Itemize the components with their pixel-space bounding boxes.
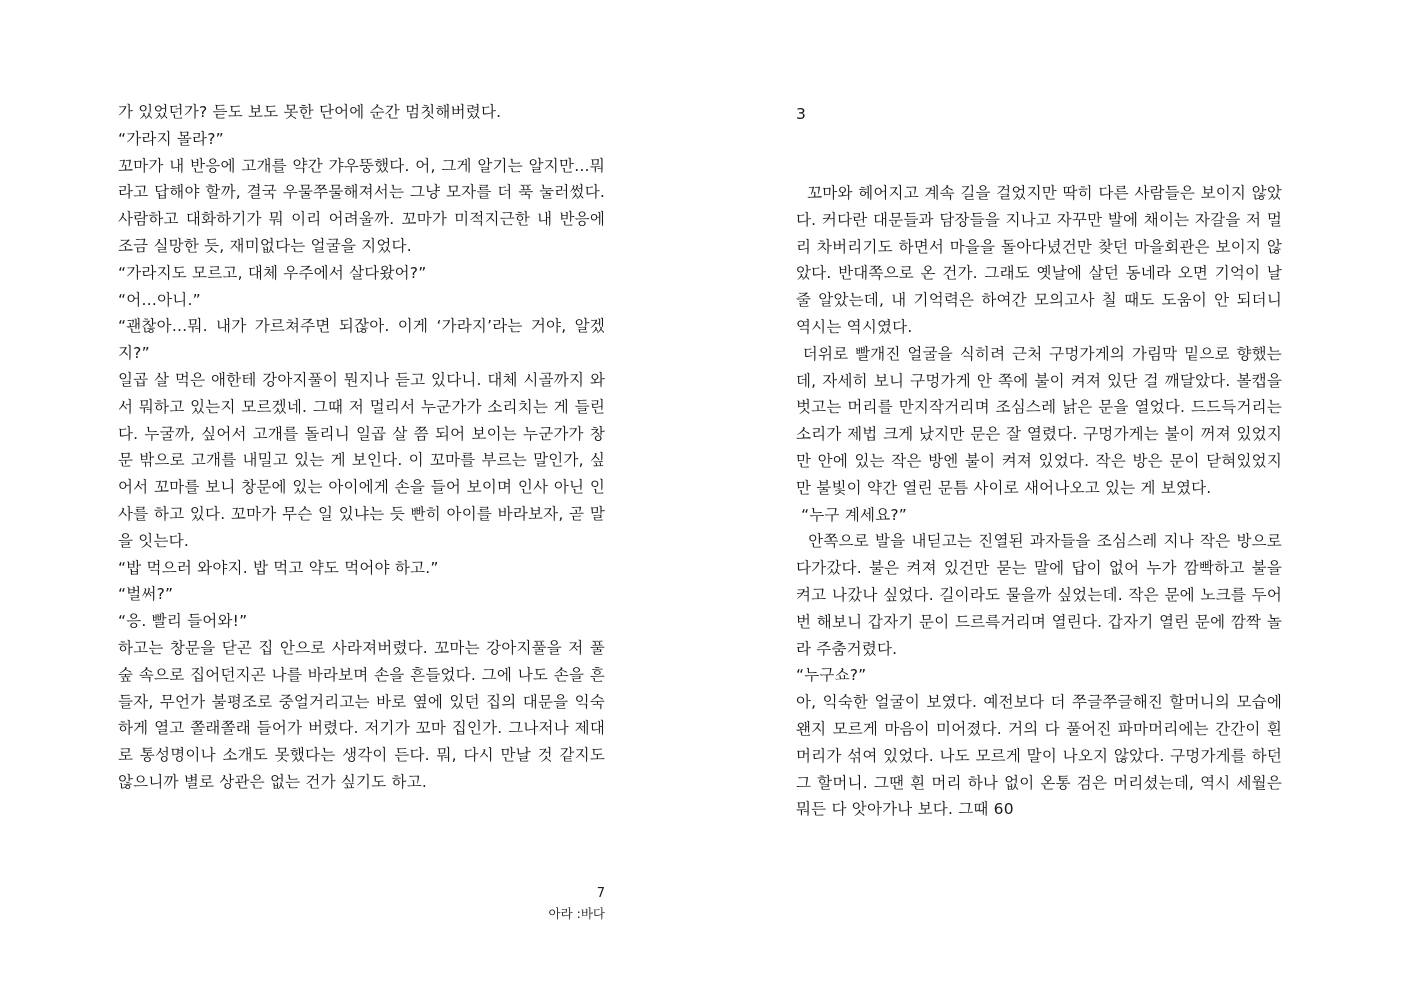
dialogue-line: “괜찮아…뭐. 내가 가르쳐주면 되잖아. 이게 ‘가라지’라는 거야, 알겠지?” xyxy=(118,317,605,363)
footer-caption: 아라 :바다 xyxy=(548,906,605,921)
dialogue-line: “밥 먹으러 와야지. 밥 먹고 약도 먹어야 하고.” xyxy=(118,558,439,577)
paragraph: 꼬마와 헤어지고 계속 길을 걸었지만 딱히 다른 사람들은 보이지 않았다. 커다란 대문들과 담장들을 지나고 자꾸만 발에 채이는 자갈을 저 멀리 차버리기도 하면서 마을을 돌아다녔건만 찾던 마을회관은 보이지 않았다. 반대쪽으로 온 건가. 그래도 옛날에 살던 동네라 오면 기억이 날 줄 알았는데, 내 기억력은 하여간 모의고사 칠 때도 도움이 안 되더니 역시는 역시였다. xyxy=(796,184,1288,336)
page-number: 7 xyxy=(596,886,605,901)
paragraph: 꼬마가 내 반응에 고개를 약간 갸우뚱했다. 어, 그게 알기는 알지만…뭐라고 답해야 할까, 결국 우물쭈물해져서는 그냥 모자를 더 푹 눌러썼다. 사람하고 대화하기가 뭐 이리 어려울까. 꼬마가 미적지근한 내 반응에 조금 실망한 듯, 재미없다는 얼굴을 지었다. xyxy=(118,156,605,255)
paragraph: 가 있었던가? 듣도 보도 못한 단어에 순간 멈칫해버렸다. xyxy=(118,103,502,121)
left-page-body xyxy=(118,99,605,796)
dialogue-line: “누구쇼?” xyxy=(796,666,867,685)
dialogue-line: “가라지도 모르고, 대체 우주에서 살다왔어?” xyxy=(118,263,427,282)
right-page-body xyxy=(796,180,1288,823)
dialogue-line: “응. 빨리 들어와!” xyxy=(118,612,248,631)
paragraph: 일곱 살 먹은 애한테 강아지풀이 뭔지나 듣고 있다니. 대체 시골까지 와서 뭐하고 있는지 모르겠네. 그때 저 멀리서 누군가가 소리치는 게 들린다. 누굴까, 싶어서 고개를 돌리니 일곱 살 쯤 되어 보이는 누군가가 창문 밖으로 고개를 내밀고 있는 게 보인다. 이 꼬마를 부르는 말인가, 싶어서 꼬마를 보니 창문에 있는 아이에게 손을 들어 보이며 인사 아닌 인사를 하고 있다. 꼬마가 무슨 일 있냐는 듯 빤히 아이를 바라보자, 곧 말을 잇는다. xyxy=(118,370,605,550)
dialogue-line: “벌써?” xyxy=(118,585,174,604)
paragraph: 안쪽으로 발을 내딛고는 진열된 과자들을 조심스레 지나 작은 방으로 다가갔다. 불은 켜져 있건만 묻는 말에 답이 없어 누가 깜빡하고 불을 켜고 나갔나 싶었다. 길이라도 물을까 싶었는데. 작은 문에 노크를 두어번 해보니 갑자기 문이 드르륵거리며 열린다. 갑자기 열린 문에 깜짝 놀라 주춤거렸다. xyxy=(796,532,1288,658)
paragraph: 더위로 빨개진 얼굴을 식히려 근처 구멍가게의 가림막 밑으로 향했는데, 자세히 보니 구멍가게 안 쪽에 불이 켜져 있단 걸 깨달았다. 볼캡을 벗고는 머리를 만지작거리며 조심스레 낡은 문을 열었다. 드드득거리는 소리가 제법 크게 났지만 문은 잘 열렸다. 구멍가게는 불이 꺼져 있었지만 안에 있는 작은 방엔 불이 켜져 있었다. 작은 방은 문이 닫혀있었지만 불빛이 약간 열린 문틈 사이로 새어나오고 있는 게 보였다. xyxy=(796,344,1288,497)
paragraph: 아, 익숙한 얼굴이 보였다. 예전보다 더 쭈글쭈글해진 할머니의 모습에 왠지 모르게 마음이 미어졌다. 거의 다 풀어진 파마머리에는 간간이 흰머리가 섞여 있었다. 나도 모르게 말이 나오지 않았다. 구멍가게를 하던 그 할머니. 그땐 흰 머리 하나 없이 온통 검은 머리셨는데, 역시 세월은 뭐든 다 앗아가나 보다. 그때 60 xyxy=(796,693,1288,819)
dialogue-line: “가라지 몰라?” xyxy=(118,129,224,148)
chapter-number: 3 xyxy=(796,105,806,123)
paragraph: 하고는 창문을 닫곤 집 안으로 사라져버렸다. 꼬마는 강아지풀을 저 풀숲 속으로 집어던지곤 나를 바라보며 손을 흔들었다. 그에 나도 손을 흔들자, 무언가 불평조로 중얼거리고는 바로 옆에 있던 집의 대문을 익숙하게 열고 쫄래쫄래 들어가 버렸다. 저기가 꼬마 집인가. 그나저나 제대로 통성명이나 소개도 못했다는 생각이 든다. 뭐, 다시 만날 것 같지도 않으니까 별로 상관은 없는 건가 싶기도 하고. xyxy=(118,638,605,791)
dialogue-line: “누구 계세요?” xyxy=(796,505,908,524)
right-page xyxy=(701,0,1403,992)
dialogue-line: “어…아니.” xyxy=(118,290,201,309)
left-page xyxy=(0,0,701,992)
